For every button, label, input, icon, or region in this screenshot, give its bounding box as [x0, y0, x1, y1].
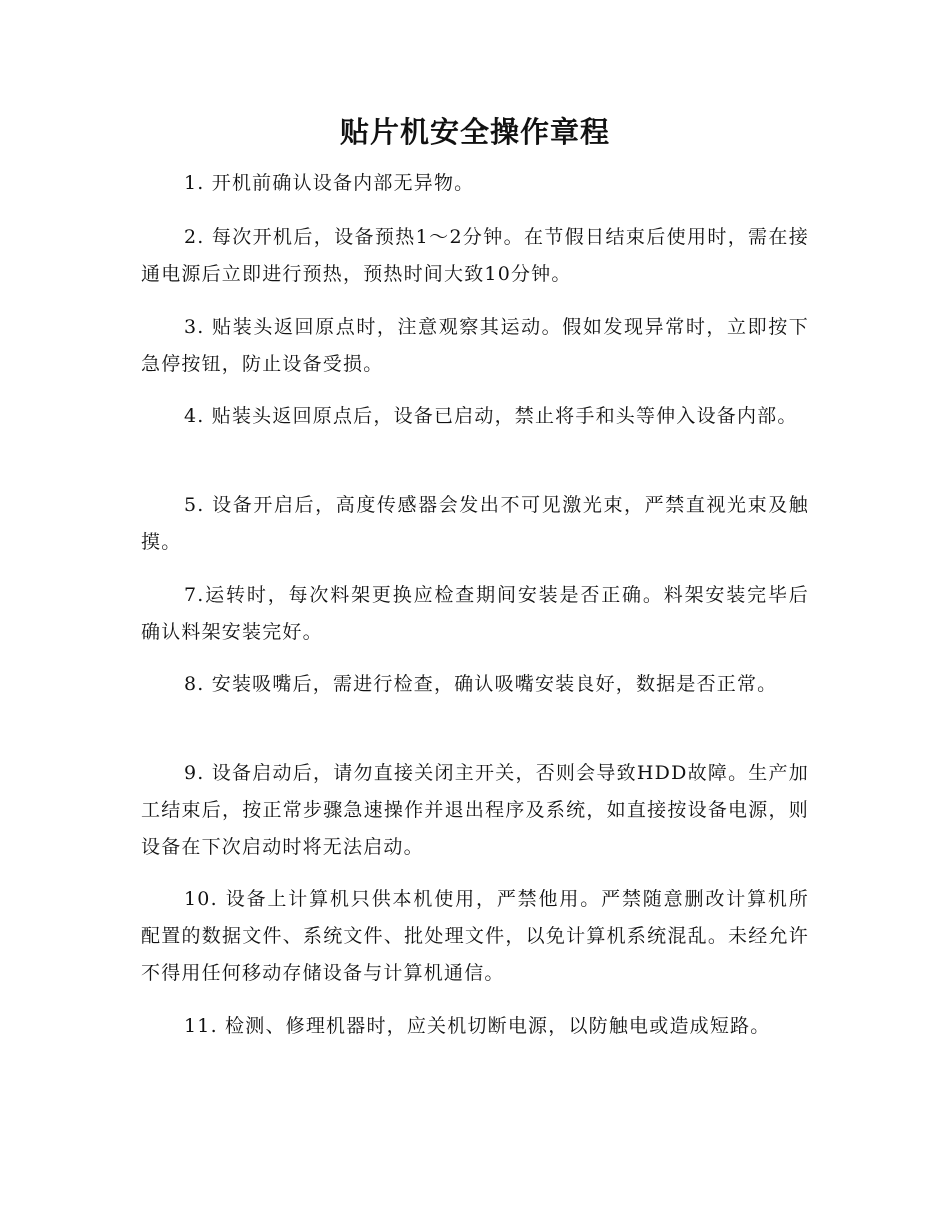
rule-item-9: 9. 设备启动后，请勿直接关闭主开关，否则会导致HDD故障。生产加工结束后，按正常步骤急速操作并退出程序及系统，如直接按设备电源，则设备在下次启动时将无法启动。: [141, 762, 809, 858]
rule-item-1: 1. 开机前确认设备内部无异物。: [184, 172, 475, 194]
document-title: 贴片机安全操作章程: [339, 115, 610, 149]
rule-item-2: 2. 每次开机后，设备预热1～2分钟。在节假日结束后使用时，需在接通电源后立即进行预热，预热时间大致10分钟。: [141, 226, 809, 285]
rule-item-10: 10. 设备上计算机只供本机使用，严禁他用。严禁随意删改计算机所配置的数据文件、系统文件、批处理文件，以免计算机系统混乱。未经允许不得用任何移动存储设备与计算机通信。: [141, 888, 809, 984]
rule-item-11: 11. 检测、修理机器时，应关机切断电源，以防触电或造成短路。: [184, 1015, 771, 1037]
rule-item-3: 3. 贴装头返回原点时，注意观察其运动。假如发现异常时，立即按下急停按钮，防止设备受损。: [141, 316, 809, 375]
rule-item-4: 4. 贴装头返回原点后，设备已启动，禁止将手和头等伸入设备内部。: [184, 405, 798, 427]
rule-item-7: 7.运转时，每次料架更换应检查期间安装是否正确。料架安装完毕后确认料架安装完好。: [141, 584, 809, 643]
rule-item-5: 5. 设备开启后，高度传感器会发出不可见激光束，严禁直视光束及触摸。: [141, 494, 809, 553]
rule-item-8: 8. 安装吸嘴后，需进行检查，确认吸嘴安装良好，数据是否正常。: [184, 673, 778, 695]
